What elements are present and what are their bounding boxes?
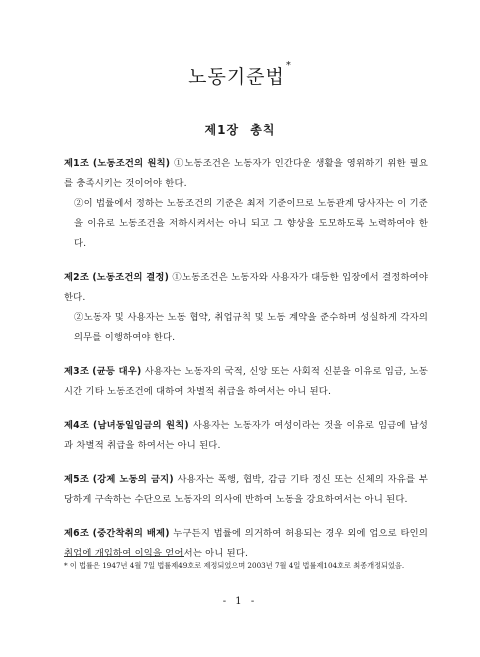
- article-5: [64, 470, 428, 510]
- article-6: [64, 524, 428, 564]
- article-number: 제2조: [64, 272, 90, 283]
- article-text: 누구든지 법률에 의거하여 허용되는 경우 외에 업으로 타인의 취업에 개입하여 이익을 얻어서는 아니 된다.: [64, 528, 429, 559]
- article-paragraph: ②이 법률에서 정하는 노동조건의 기준은 최저 기준이므로 노동관계 당사자는 이 기준을 이유로 노동조건을 저하시켜서는 아니 되고 그 향상을 도모하도록 노력하여야 한다.: [74, 198, 428, 249]
- footnote: * 이 법률은 1947년 4월 7일 법률제49호로 제정되었으며 2003년 7월 4일 법률제104호로 최종개정되었음.: [64, 561, 405, 570]
- article-1: [64, 154, 428, 254]
- article-2: [64, 268, 428, 348]
- article-paragraph: [64, 470, 428, 510]
- article-number: 제5조: [64, 474, 90, 485]
- article-number: 제6조: [64, 528, 90, 539]
- article-text: 사용자는 노동자가 여성이라는 것을 이유로 임금에 남성과 차별적 취급을 하여서는 아니 된다.: [64, 420, 428, 451]
- articles-list: [64, 154, 428, 564]
- article-title: (균등 대우): [92, 366, 142, 377]
- article-text: 사용자는 노동자의 국적, 신앙 또는 사회적 신분을 이유로 임금, 노동시간 기타 노동조건에 대하여 차별적 취급을 하여서는 아니 된다.: [64, 366, 429, 397]
- document-title-text: 노동기준법: [188, 66, 285, 88]
- article-number: 제4조: [64, 420, 90, 431]
- article-title: (노동조건의 결정): [92, 272, 170, 283]
- article-title: (남녀동일임금의 원칙): [93, 420, 189, 431]
- article-paragraph: [64, 524, 428, 564]
- article-number: 제3조: [64, 366, 90, 377]
- page-number: - 1 -: [222, 596, 258, 607]
- article-title: (중간착취의 배제): [92, 528, 170, 539]
- document-title: [0, 62, 480, 89]
- footnote-marker: *: [285, 60, 292, 71]
- chapter-heading: 제1장 총칙: [204, 123, 276, 137]
- article-paragraph: ②노동자 및 사용자는 노동 협약, 취업규칙 및 노동 계약을 준수하며 성실하게 각자의 의무를 이행하여야 한다.: [74, 312, 428, 343]
- article-text: 사용자는 폭행, 협박, 감금 기타 정신 또는 신체의 자유를 부당하게 구속하는 수단으로 노동자의 의사에 반하여 노동을 강요하여서는 아니 된다.: [64, 474, 429, 505]
- article-3: [64, 362, 428, 402]
- article-paragraph: [64, 268, 428, 308]
- article-4: [64, 416, 428, 456]
- article-number: 제1조: [64, 158, 90, 169]
- article-text: ①노동조건은 노동자와 사용자가 대등한 입장에서 결정하여야 한다.: [64, 272, 429, 303]
- article-paragraph: [64, 154, 428, 194]
- article-text: ①노동조건은 노동자가 인간다운 생활을 영위하기 위한 필요를 충족시키는 것이어야 한다.: [64, 158, 428, 189]
- article-title: (강제 노동의 금지): [92, 474, 174, 485]
- article-paragraph: [64, 362, 428, 402]
- article-title: (노동조건의 원칙): [92, 158, 171, 169]
- footnote-divider: [64, 556, 184, 557]
- article-paragraph: [64, 416, 428, 456]
